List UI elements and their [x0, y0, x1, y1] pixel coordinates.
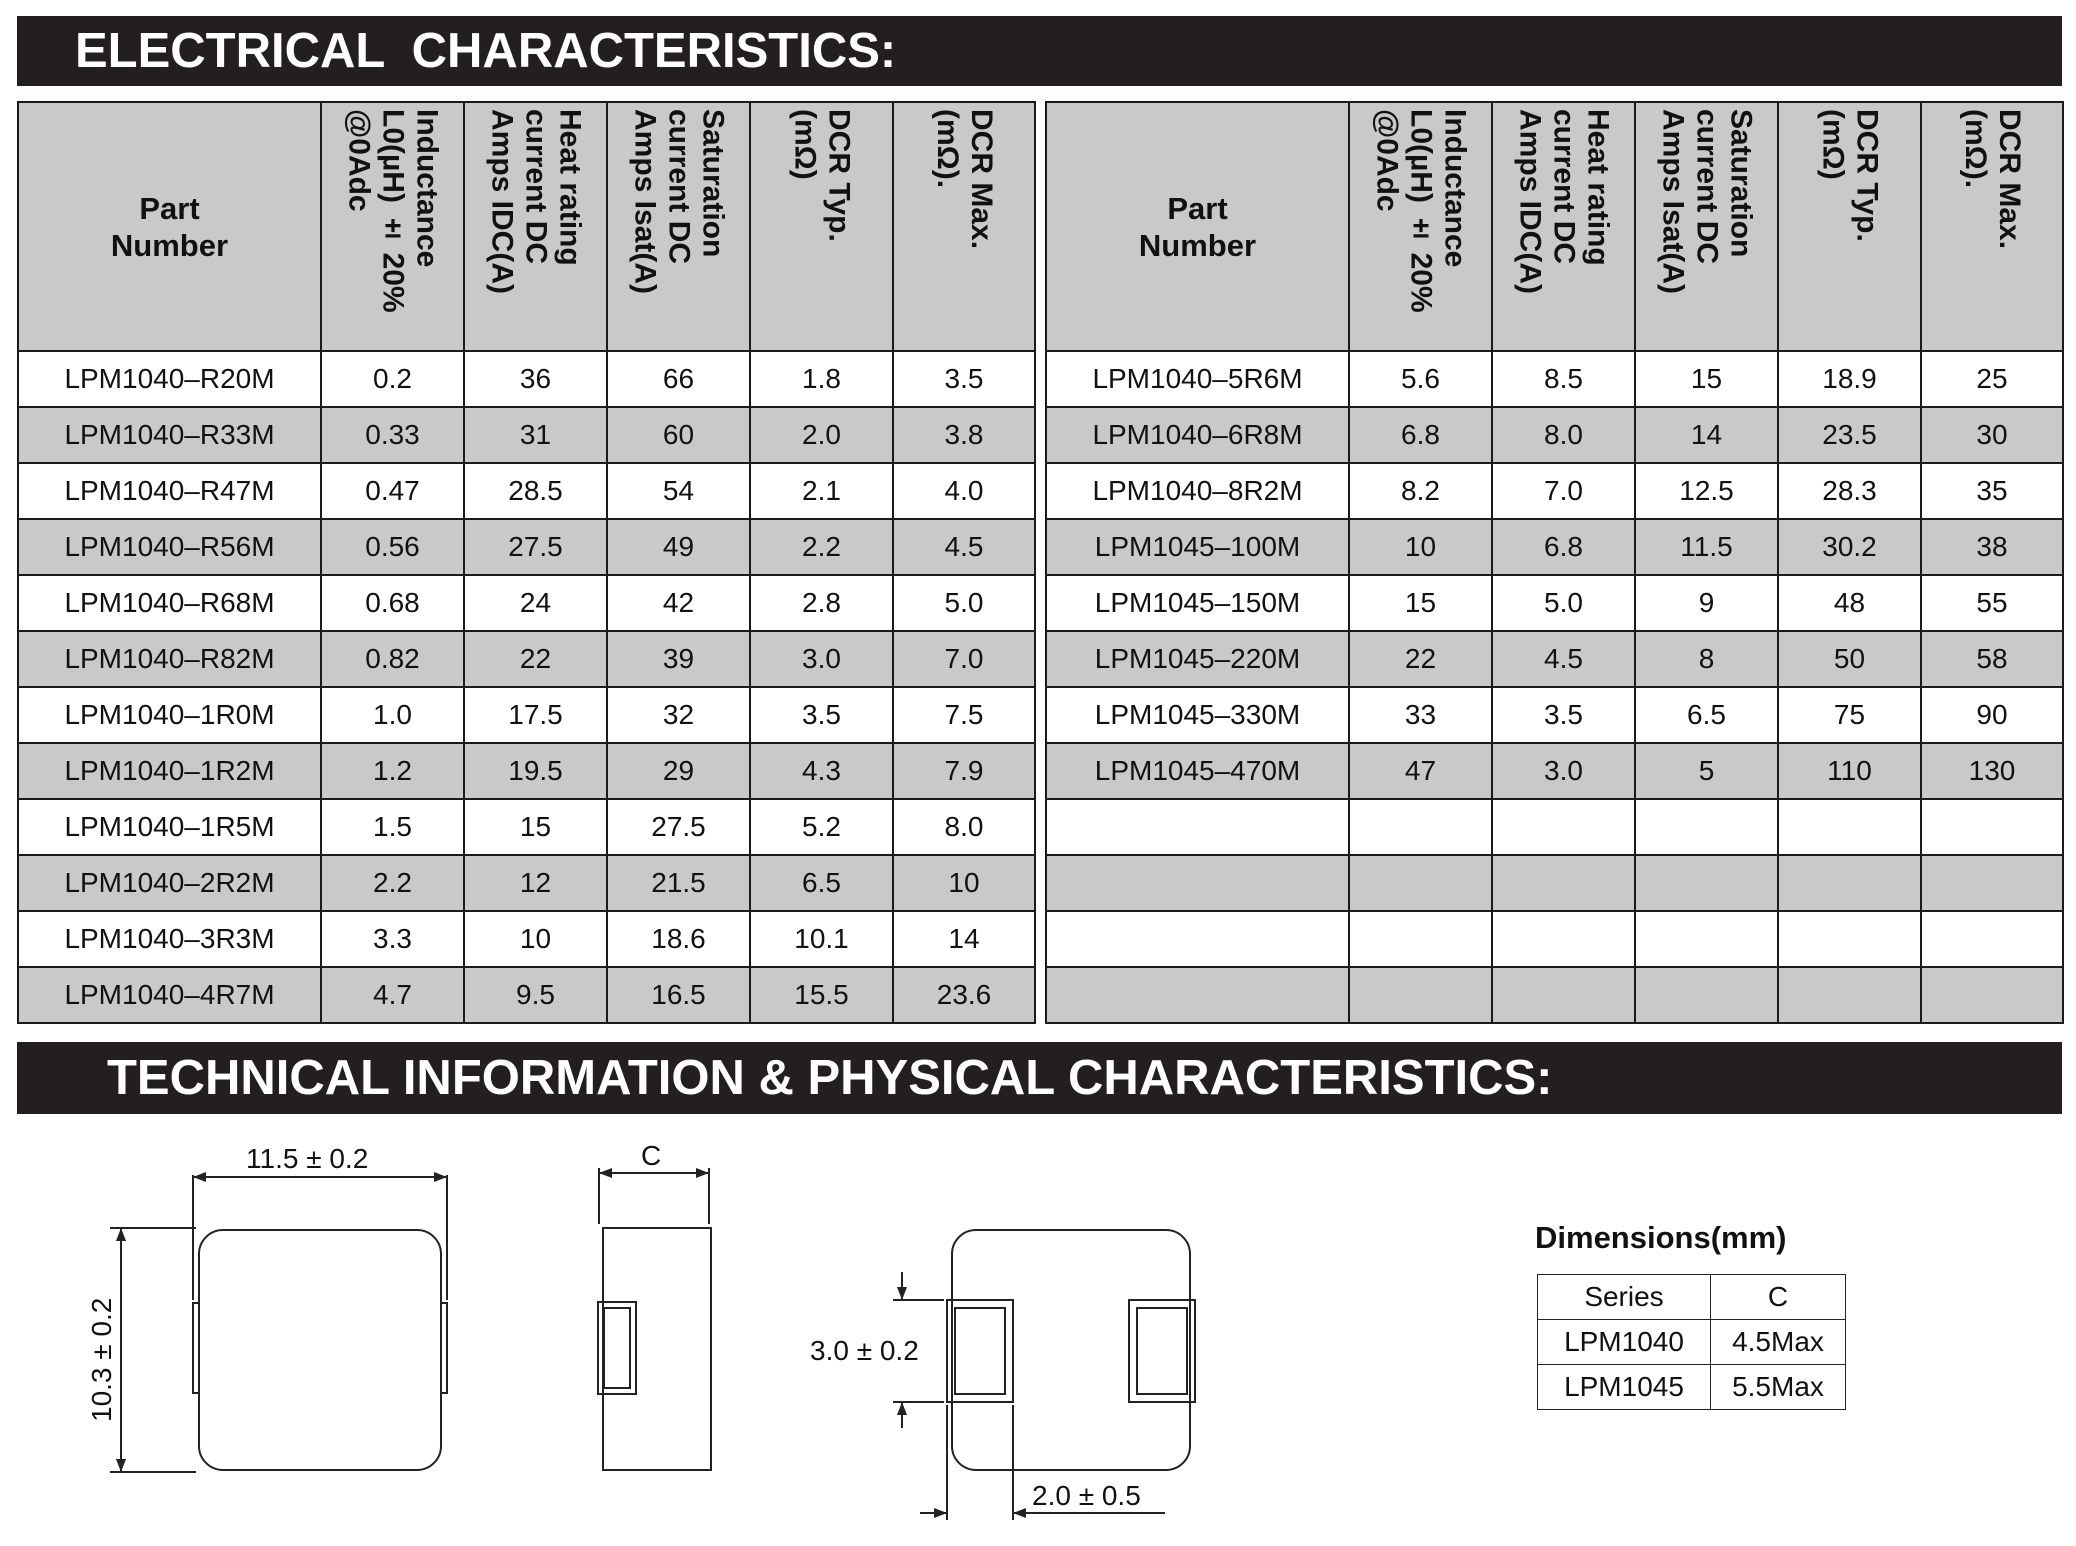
inductance-cell: 6.8	[1349, 407, 1492, 463]
inductance-cell: 0.47	[321, 463, 464, 519]
inductance-cell: 1.5	[321, 799, 464, 855]
arrowhead	[696, 1168, 709, 1178]
heat-rating-cell: 4.5	[1492, 631, 1635, 687]
dcr-max-cell: 5.0	[893, 575, 1035, 631]
dcr-typ-cell: 2.1	[750, 463, 893, 519]
dcr-typ-cell: 28.3	[1778, 463, 1921, 519]
dcr-max-cell: 4.0	[893, 463, 1035, 519]
saturation-cell: 9	[1635, 575, 1778, 631]
dimensions-cell: LPM1040	[1538, 1320, 1711, 1365]
saturation-cell: 12.5	[1635, 463, 1778, 519]
dcr-max-cell: 7.9	[893, 743, 1035, 799]
dcr-typ-cell: 18.9	[1778, 351, 1921, 407]
saturation-cell: 18.6	[607, 911, 750, 967]
bottom-view-body	[952, 1230, 1190, 1470]
dcr-typ-cell: 50	[1778, 631, 1921, 687]
side-view-body	[603, 1228, 711, 1470]
part-number-cell: LPM1040–3R3M	[18, 911, 321, 967]
dimensions-cell: 4.5Max	[1711, 1320, 1846, 1365]
dcr-typ-cell: 75	[1778, 687, 1921, 743]
part-number-cell: LPM1040–R33M	[18, 407, 321, 463]
part-number-cell: LPM1040–5R6M	[1046, 351, 1349, 407]
saturation-cell: 29	[607, 743, 750, 799]
arrowhead	[434, 1172, 447, 1182]
width-dimension-label: 11.5 ± 0.2	[246, 1143, 369, 1174]
technical-information-title: TECHNICAL INFORMATION & PHYSICAL CHARACTERISTICS:	[107, 1051, 1553, 1105]
arrowhead	[934, 1508, 947, 1518]
dcr-max-cell: 38	[1921, 519, 2063, 575]
dimensions-title: Dimensions(mm)	[1535, 1220, 1787, 1255]
dcr-max-cell: 23.6	[893, 967, 1035, 1023]
part-number-cell: LPM1040–R47M	[18, 463, 321, 519]
dcr-typ-cell: 2.0	[750, 407, 893, 463]
inductance-cell: 5.6	[1349, 351, 1492, 407]
saturation-cell: 49	[607, 519, 750, 575]
saturation-cell: 66	[607, 351, 750, 407]
heat-rating-cell: 12	[464, 855, 607, 911]
table-row	[1538, 1365, 1846, 1410]
dimensions-cell: LPM1045	[1538, 1365, 1711, 1410]
inductance-cell: 15	[1349, 575, 1492, 631]
heat-rating-cell: 19.5	[464, 743, 607, 799]
dcr-max-cell: 25	[1921, 351, 2063, 407]
header-part-number: Part Number	[1046, 102, 1349, 351]
part-number-cell: LPM1040–R68M	[18, 575, 321, 631]
dcr-max-cell: 58	[1921, 631, 2063, 687]
heat-rating-cell: 3.0	[1492, 743, 1635, 799]
heat-rating-cell: 5.0	[1492, 575, 1635, 631]
saturation-cell: 6.5	[1635, 687, 1778, 743]
saturation-cell: 54	[607, 463, 750, 519]
part-number-cell: LPM1045–470M	[1046, 743, 1349, 799]
saturation-cell: 27.5	[607, 799, 750, 855]
dcr-max-cell: 90	[1921, 687, 2063, 743]
dcr-max-cell: 10	[893, 855, 1035, 911]
heat-rating-cell: 10	[464, 911, 607, 967]
inductance-cell: 0.82	[321, 631, 464, 687]
inductance-cell: 47	[1349, 743, 1492, 799]
dcr-typ-cell: 5.2	[750, 799, 893, 855]
header-dcr-typ: DCR Typ. (mΩ)	[1778, 102, 1921, 351]
arrowhead	[599, 1168, 612, 1178]
c-dimension-label: C	[641, 1140, 662, 1171]
pad-height-dimension-label: 3.0 ± 0.2	[810, 1335, 919, 1366]
arrowhead	[897, 1287, 907, 1300]
dcr-max-cell: 130	[1921, 743, 2063, 799]
saturation-cell: 60	[607, 407, 750, 463]
inductance-cell: 10	[1349, 519, 1492, 575]
saturation-cell: 21.5	[607, 855, 750, 911]
header-heat-rating: Heat rating current DC Amps IDC(A)	[1492, 102, 1635, 351]
dcr-max-cell: 55	[1921, 575, 2063, 631]
part-number-cell: LPM1045–100M	[1046, 519, 1349, 575]
heat-rating-cell: 28.5	[464, 463, 607, 519]
arrowhead	[897, 1402, 907, 1415]
arrowhead	[116, 1228, 126, 1241]
header-dcr-typ: DCR Typ. (mΩ)	[750, 102, 893, 351]
heat-rating-cell: 24	[464, 575, 607, 631]
dcr-typ-cell: 23.5	[1778, 407, 1921, 463]
dimensions-header-series: Series	[1538, 1275, 1711, 1320]
top-view-right-tab	[441, 1303, 447, 1393]
table-row	[1538, 1320, 1846, 1365]
electrical-characteristics-title: ELECTRICAL CHARACTERISTICS:	[75, 24, 897, 78]
dcr-typ-cell: 2.2	[750, 519, 893, 575]
heat-rating-cell: 7.0	[1492, 463, 1635, 519]
part-number-cell: LPM1040–6R8M	[1046, 407, 1349, 463]
inductance-cell: 0.33	[321, 407, 464, 463]
heat-rating-cell: 8.0	[1492, 407, 1635, 463]
top-view-left-tab	[193, 1303, 199, 1393]
dcr-max-cell: 30	[1921, 407, 2063, 463]
dcr-typ-cell: 2.8	[750, 575, 893, 631]
dimensions-cell: 5.5Max	[1711, 1365, 1846, 1410]
inductance-cell: 1.0	[321, 687, 464, 743]
dcr-max-cell: 4.5	[893, 519, 1035, 575]
dcr-typ-cell: 4.3	[750, 743, 893, 799]
inductance-cell: 0.56	[321, 519, 464, 575]
dcr-typ-cell: 3.0	[750, 631, 893, 687]
saturation-cell: 32	[607, 687, 750, 743]
dcr-max-cell: 3.5	[893, 351, 1035, 407]
header-dcr-max: DCR Max. (mΩ).	[1921, 102, 2063, 351]
part-number-cell: LPM1040–4R7M	[18, 967, 321, 1023]
bottom-view-pad-right	[1129, 1300, 1195, 1402]
header-heat-rating: Heat rating current DC Amps IDC(A)	[464, 102, 607, 351]
dcr-typ-cell: 48	[1778, 575, 1921, 631]
dcr-max-cell: 3.8	[893, 407, 1035, 463]
inductance-cell: 8.2	[1349, 463, 1492, 519]
arrowhead	[193, 1172, 206, 1182]
inductance-cell: 22	[1349, 631, 1492, 687]
inductance-cell: 4.7	[321, 967, 464, 1023]
part-number-cell: LPM1040–R20M	[18, 351, 321, 407]
pad-width-dimension-label: 2.0 ± 0.5	[1032, 1480, 1141, 1511]
height-dimension-label: 10.3 ± 0.2	[86, 1297, 117, 1422]
part-number-cell: LPM1040–R82M	[18, 631, 321, 687]
saturation-cell: 5	[1635, 743, 1778, 799]
header-dcr-max: DCR Max. (mΩ).	[893, 102, 1035, 351]
dcr-max-cell: 7.0	[893, 631, 1035, 687]
part-number-cell: LPM1045–220M	[1046, 631, 1349, 687]
heat-rating-cell: 27.5	[464, 519, 607, 575]
top-view-body	[199, 1230, 441, 1470]
heat-rating-cell: 8.5	[1492, 351, 1635, 407]
dcr-typ-cell: 1.8	[750, 351, 893, 407]
inductance-cell: 33	[1349, 687, 1492, 743]
dcr-typ-cell: 15.5	[750, 967, 893, 1023]
arrowhead	[1013, 1508, 1026, 1518]
header-saturation: Saturation current DC Amps Isat(A)	[607, 102, 750, 351]
dcr-max-cell: 35	[1921, 463, 2063, 519]
part-number-cell: LPM1045–330M	[1046, 687, 1349, 743]
table-header-row	[1538, 1275, 1846, 1320]
saturation-cell: 8	[1635, 631, 1778, 687]
dcr-typ-cell: 30.2	[1778, 519, 1921, 575]
saturation-cell: 39	[607, 631, 750, 687]
inductance-cell: 0.68	[321, 575, 464, 631]
part-number-cell: LPM1040–2R2M	[18, 855, 321, 911]
part-number-cell: LPM1040–1R0M	[18, 687, 321, 743]
saturation-cell: 11.5	[1635, 519, 1778, 575]
arrowhead	[116, 1459, 126, 1472]
part-number-cell: LPM1040–1R5M	[18, 799, 321, 855]
inductance-cell: 0.2	[321, 351, 464, 407]
header-inductance: Inductance L0(µH) ± 20% @0Adc	[321, 102, 464, 351]
bottom-view-pad-left	[947, 1300, 1013, 1402]
heat-rating-cell: 15	[464, 799, 607, 855]
heat-rating-cell: 36	[464, 351, 607, 407]
heat-rating-cell: 17.5	[464, 687, 607, 743]
inductance-cell: 1.2	[321, 743, 464, 799]
part-number-cell: LPM1040–1R2M	[18, 743, 321, 799]
heat-rating-cell: 9.5	[464, 967, 607, 1023]
inductance-cell: 3.3	[321, 911, 464, 967]
saturation-cell: 14	[1635, 407, 1778, 463]
part-number-cell: LPM1040–8R2M	[1046, 463, 1349, 519]
dcr-max-cell: 14	[893, 911, 1035, 967]
inductance-cell: 2.2	[321, 855, 464, 911]
dimensions-header-c: C	[1711, 1275, 1846, 1320]
heat-rating-cell: 31	[464, 407, 607, 463]
header-saturation: Saturation current DC Amps Isat(A)	[1635, 102, 1778, 351]
header-part-number: Part Number	[18, 102, 321, 351]
heat-rating-cell: 3.5	[1492, 687, 1635, 743]
header-inductance: Inductance L0(µH) ± 20% @0Adc	[1349, 102, 1492, 351]
dcr-max-cell: 7.5	[893, 687, 1035, 743]
dcr-typ-cell: 6.5	[750, 855, 893, 911]
saturation-cell: 42	[607, 575, 750, 631]
part-number-cell: LPM1040–R56M	[18, 519, 321, 575]
saturation-cell: 16.5	[607, 967, 750, 1023]
dimensions-table	[1537, 1274, 1846, 1410]
heat-rating-cell: 6.8	[1492, 519, 1635, 575]
dcr-typ-cell: 10.1	[750, 911, 893, 967]
dcr-max-cell: 8.0	[893, 799, 1035, 855]
part-number-cell: LPM1045–150M	[1046, 575, 1349, 631]
dcr-typ-cell: 110	[1778, 743, 1921, 799]
heat-rating-cell: 22	[464, 631, 607, 687]
saturation-cell: 15	[1635, 351, 1778, 407]
dcr-typ-cell: 3.5	[750, 687, 893, 743]
